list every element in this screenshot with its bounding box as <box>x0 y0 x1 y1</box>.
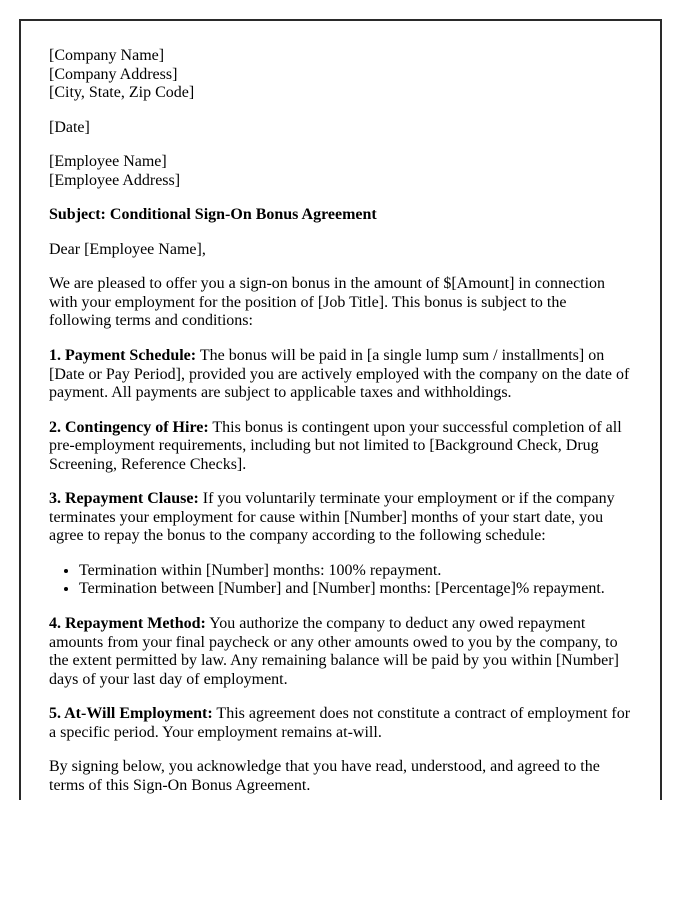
clause-title: 2. Contingency of Hire: <box>49 418 209 436</box>
clause-title: 5. At-Will Employment: <box>49 705 213 723</box>
recipient-address-block <box>49 153 632 190</box>
company-address: [Company Address] <box>49 65 178 83</box>
letter-date: [Date] <box>49 118 90 136</box>
clause-body: You authorize the company to deduct any owed repayment amounts from your final paycheck or any other amounts owed to you by the company, to the extent permitted by law. Any remaining balance will be paid by you within [Number] days of your last day of employment. <box>49 615 619 688</box>
clause-title: 3. Repayment Clause: <box>49 490 199 508</box>
repayment-schedule-list <box>49 562 632 599</box>
clause-repayment-clause <box>49 490 632 546</box>
repayment-bullet-1: • Termination within [Number] months: 100% repayment. <box>79 562 632 581</box>
employee-address: [Employee Address] <box>49 171 181 189</box>
clause-body: The bonus will be paid in [a single lump sum / installments] on [Date or Pay Period], provided you are actively employed with the company on the date of payment. All payments are subject to applicable taxes and withholdings. <box>49 347 630 402</box>
clause-repayment-method <box>49 615 632 689</box>
clause-title: 1. Payment Schedule: <box>49 347 197 365</box>
letter-page <box>19 19 662 800</box>
clause-contingency-of-hire <box>49 419 632 475</box>
clause-body: This bonus is contingent upon your successful completion of all pre-employment requirements, including but not limited to [Background Check, Drug Screening, Reference Checks]. <box>49 418 622 473</box>
intro-paragraph: We are pleased to offer you a sign-on bonus in the amount of $[Amount] in connection with your employment for the position of [Job Title]. This bonus is subject to the following terms and conditions: <box>49 275 606 330</box>
closing-paragraph: By signing below, you acknowledge that you have read, understood, and agreed to the terms of this Sign-On Bonus Agreement. <box>49 758 600 794</box>
employee-name: [Employee Name] <box>49 153 167 171</box>
clause-at-will-employment <box>49 705 632 742</box>
company-name: [Company Name] <box>49 47 165 64</box>
company-city-state-zip: [City, State, Zip Code] <box>49 84 195 102</box>
clause-title: 4. Repayment Method: <box>49 615 206 633</box>
sender-address-block <box>49 47 632 103</box>
subject-line: Subject: Conditional Sign-On Bonus Agreement <box>49 206 377 224</box>
clause-payment-schedule <box>49 347 632 403</box>
clause-body: If you voluntarily terminate your employment or if the company terminates your employment for cause within [Number] months of your start date, you agree to repay the bonus to the company according to the following schedule: <box>49 490 615 545</box>
clause-body: This agreement does not constitute a contract of employment for a specific period. Your employment remains at-will. <box>49 705 631 741</box>
salutation: Dear [Employee Name], <box>49 240 206 258</box>
repayment-bullet-2: • Termination between [Number] and [Number] months: [Percentage]% repayment. <box>79 580 632 599</box>
